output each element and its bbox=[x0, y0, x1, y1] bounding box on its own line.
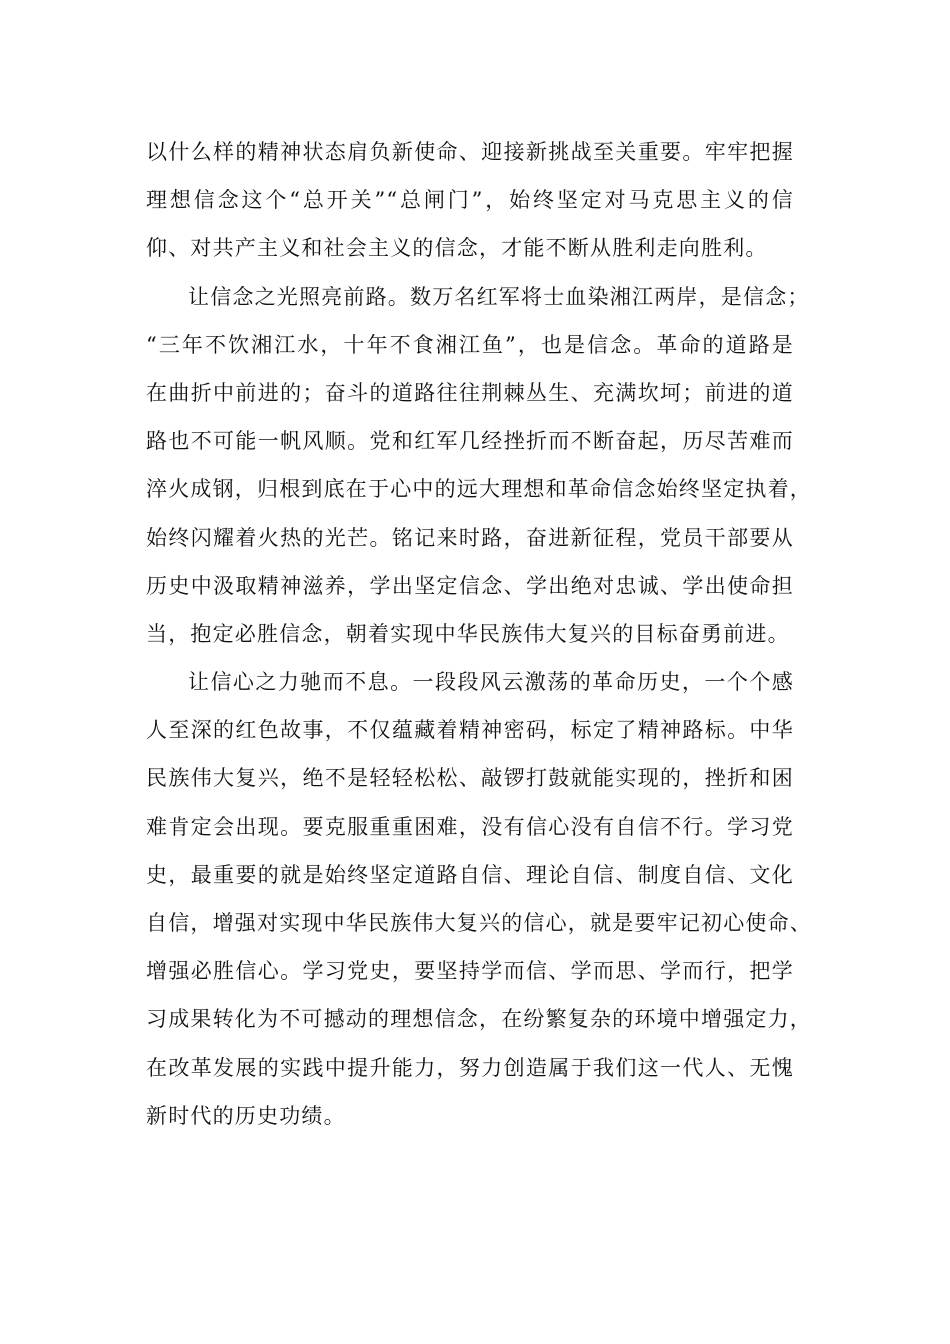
paragraph-2-line-4: 路也不可能一帆风顺。党和红军几经挫折而不断奋起，历尽苦难而 bbox=[146, 429, 794, 454]
paragraph-3-line-4: 难肯定会出现。要克服重重困难，没有信心没有自信不行。学习党 bbox=[146, 814, 794, 839]
paragraph-1-line-1: 以什么样的精神状态肩负新使命、迎接新挑战至关重要。牢牢把握 bbox=[146, 140, 794, 164]
paragraph-2-line-2: “三年不饮湘江水，十年不食湘江鱼”，也是信念。革命的道路是 bbox=[146, 332, 794, 357]
paragraph-2-line-3: 在曲折中前进的；奋斗的道路往往荆棘丛生、充满坎坷；前进的道 bbox=[146, 380, 794, 405]
paragraph-3-line-6: 自信，增强对实现中华民族伟大复兴的信心，就是要牢记初心使命、 bbox=[146, 911, 812, 935]
paragraph-2-line-5: 淬火成钢，归根到底在于心中的远大理想和革命信念始终坚定执着， bbox=[146, 477, 812, 502]
paragraph-3-line-5: 史，最重要的就是始终坚定道路自信、理论自信、制度自信、文化 bbox=[146, 862, 794, 887]
paragraph-1-line-3: 仰、对共产主义和社会主义的信念，才能不断从胜利走向胜利。 bbox=[146, 236, 768, 261]
paragraph-3-line-8: 习成果转化为不可撼动的理想信念，在纷繁复杂的环境中增强定力， bbox=[146, 1007, 812, 1032]
paragraph-3-line-1: 让信心之力驰而不息。一段段风云激荡的革命历史，一个个感 bbox=[188, 670, 794, 695]
paragraph-3-line-2: 人至深的红色故事，不仅蕴藏着精神密码，标定了精神路标。中华 bbox=[146, 718, 794, 743]
paragraph-1-line-2: 理想信念这个“总开关”“总闸门”，始终坚定对马克思主义的信 bbox=[146, 188, 794, 213]
paragraph-3-line-7: 增强必胜信心。学习党史，要坚持学而信、学而思、学而行，把学 bbox=[146, 959, 794, 984]
paragraph-2-line-7: 历史中汲取精神滋养，学出坚定信念、学出绝对忠诚、学出使命担 bbox=[146, 573, 794, 598]
paragraph-2-line-6: 始终闪耀着火热的光芒。铭记来时路，奋进新征程，党员干部要从 bbox=[146, 525, 794, 550]
paragraph-3-line-10: 新时代的历史功绩。 bbox=[146, 1103, 346, 1128]
paragraph-2-line-1: 让信念之光照亮前路。数万名红军将士血染湘江两岸，是信念； bbox=[188, 284, 810, 309]
paragraph-2-line-8: 当，抱定必胜信念，朝着实现中华民族伟大复兴的目标奋勇前进。 bbox=[146, 621, 790, 646]
paragraph-3-line-3: 民族伟大复兴，绝不是轻轻松松、敲锣打鼓就能实现的，挫折和困 bbox=[146, 766, 794, 791]
paragraph-3-line-9: 在改革发展的实践中提升能力，努力创造属于我们这一代人、无愧 bbox=[146, 1055, 794, 1080]
body-text bbox=[146, 128, 812, 1140]
